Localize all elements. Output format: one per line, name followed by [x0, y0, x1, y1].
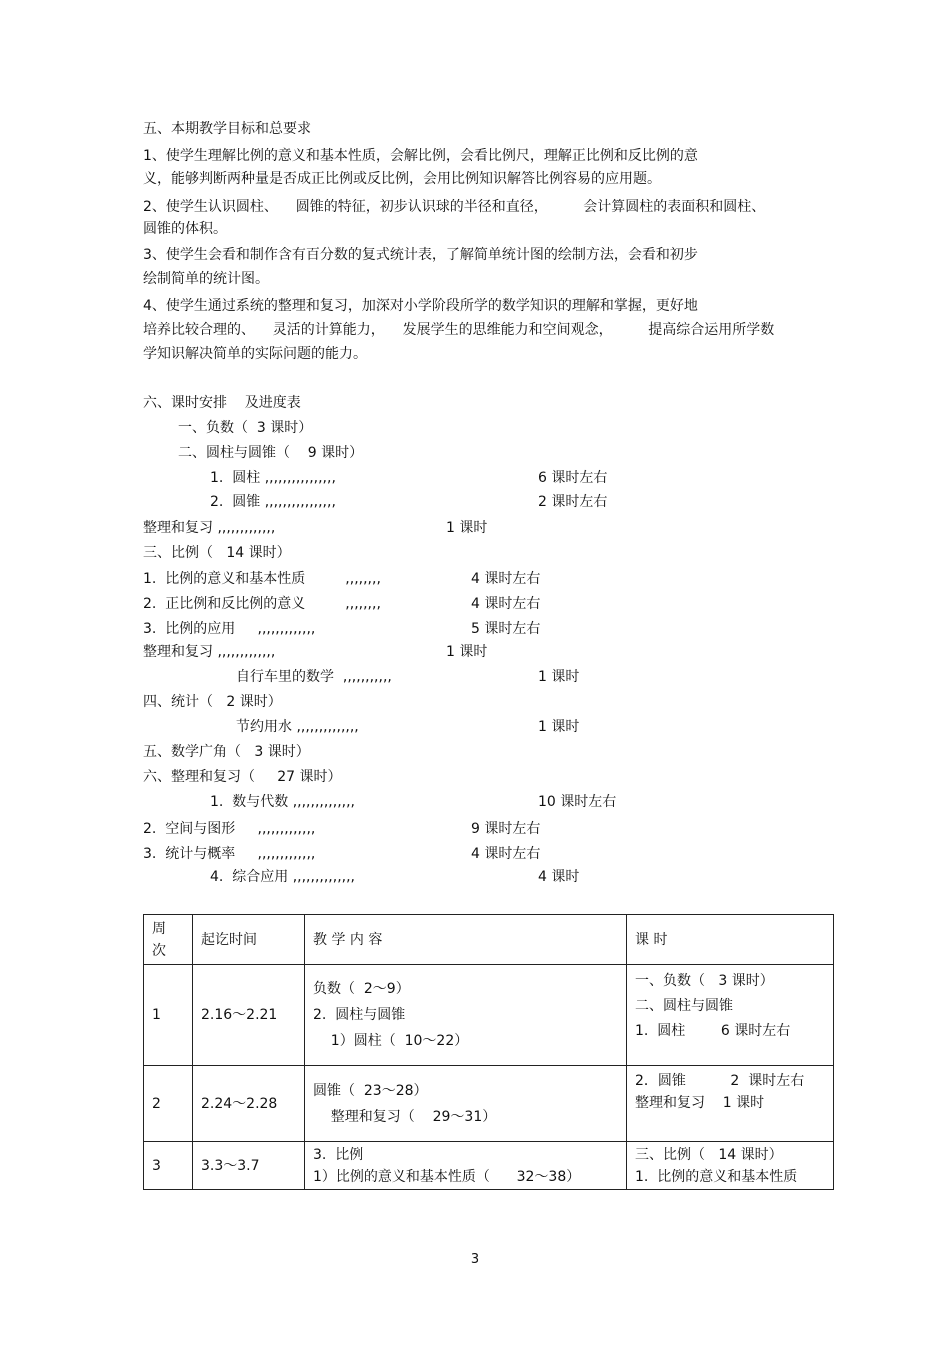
schedule-hours: 2 课时左右: [538, 494, 608, 510]
schedule-line: 节约用水 ,,,,,,,,,,,,,,: [236, 719, 359, 735]
goal-1-line-1: 1、使学生理解比例的意义和基本性质，会解比例，会看比例尺，理解正比例和反比例的意: [143, 148, 698, 164]
schedule-line: 3. 比例的应用 ,,,,,,,,,,,,,: [143, 621, 316, 637]
schedule-line: 五、数学广角（ 3 课时）: [143, 744, 310, 760]
schedule-hours: 1 课时: [538, 669, 580, 685]
cell-week: 3: [144, 1142, 193, 1190]
header-week: 周 次: [144, 915, 193, 965]
cell-dates: 3.3～3.7: [193, 1142, 305, 1190]
schedule-hours: 4 课时左右: [471, 846, 541, 862]
schedule-line: 4. 综合应用 ,,,,,,,,,,,,,,: [210, 869, 356, 885]
goal-3-line-2: 绘制简单的统计图。: [143, 271, 269, 287]
schedule-line: 整理和复习 ,,,,,,,,,,,,,: [143, 644, 276, 660]
schedule-hours: 10 课时左右: [538, 794, 617, 810]
schedule-hours: 4 课时: [538, 869, 580, 885]
schedule-line: 2. 圆锥 ,,,,,,,,,,,,,,,,: [210, 494, 336, 510]
schedule-hours: 1 课时: [538, 719, 580, 735]
schedule-hours: 1 课时: [446, 520, 488, 536]
goal-2-line-2: 圆锥的体积。: [143, 221, 227, 237]
schedule-line: 2. 空间与图形 ,,,,,,,,,,,,,: [143, 821, 316, 837]
cell-content: 圆锥（ 23～28） 整理和复习（ 29～31）: [305, 1066, 627, 1142]
schedule-hours: 9 课时左右: [471, 821, 541, 837]
schedule-line: 1. 圆柱 ,,,,,,,,,,,,,,,,: [210, 470, 336, 486]
schedule-heading: 六、课时安排 及进度表: [143, 395, 301, 411]
header-content: 教 学 内 容: [305, 915, 627, 965]
cell-dates: 2.16～2.21: [193, 965, 305, 1066]
schedule-table: [143, 914, 834, 1190]
schedule-line: 六、整理和复习（ 27 课时）: [143, 769, 342, 785]
schedule-hours: 1 课时: [446, 644, 488, 660]
schedule-line: 整理和复习 ,,,,,,,,,,,,,: [143, 520, 276, 536]
header-dates: 起讫时间: [193, 915, 305, 965]
cell-content: 负数（ 2～9） 2. 圆柱与圆锥 1）圆柱（ 10～22）: [305, 965, 627, 1066]
cell-week: 1: [144, 965, 193, 1066]
schedule-line: 四、统计（ 2 课时）: [143, 694, 282, 710]
schedule-line: 2. 正比例和反比例的意义 ,,,,,,,,: [143, 596, 381, 612]
schedule-line: 1. 比例的意义和基本性质 ,,,,,,,,: [143, 571, 381, 587]
cell-hours: 2．圆锥 2 课时左右 整理和复习 1 课时: [627, 1066, 834, 1142]
goal-3-line-1: 3、使学生会看和制作含有百分数的复式统计表，了解简单统计图的绘制方法，会看和初步: [143, 247, 698, 263]
goal-4-line-2: 培养比较合理的、 灵活的计算能力， 发展学生的思维能力和空间观念， 提高综合运用所学数: [143, 322, 775, 338]
table-row: [144, 1142, 834, 1190]
schedule-line: 3. 统计与概率 ,,,,,,,,,,,,,: [143, 846, 316, 862]
cell-content: 3. 比例 1）比例的意义和基本性质（ 32～38）: [305, 1142, 627, 1190]
cell-week: 2: [144, 1066, 193, 1142]
schedule-line: 二、圆柱与圆锥（ 9 课时）: [178, 445, 364, 461]
goal-2-line-1: 2、使学生认识圆柱、 圆锥的特征，初步认识球的半径和直径， 会计算圆柱的表面积和圆柱、: [143, 199, 766, 215]
cell-dates: 2.24～2.28: [193, 1066, 305, 1142]
goal-4-line-1: 4、使学生通过系统的整理和复习，加深对小学阶段所学的数学知识的理解和掌握，更好地: [143, 298, 698, 314]
cell-hours: 一、负数（ 3 课时） 二、圆柱与圆锥 1. 圆柱 6 课时左右: [627, 965, 834, 1066]
schedule-line: 自行车里的数学 ,,,,,,,,,,,: [236, 669, 392, 685]
header-hours: 课 时: [627, 915, 834, 965]
cell-hours: 三、比例（ 14 课时） 1. 比例的意义和基本性质: [627, 1142, 834, 1190]
schedule-hours: 5 课时左右: [471, 621, 541, 637]
schedule-line: 1. 数与代数 ,,,,,,,,,,,,,,: [210, 794, 356, 810]
page-number: 3: [470, 1252, 480, 1267]
goal-4-line-3: 学知识解决简单的实际问题的能力。: [143, 346, 367, 362]
schedule-hours: 4 课时左右: [471, 571, 541, 587]
goals-heading: 五、本期教学目标和总要求: [143, 121, 311, 137]
table-header-row: [144, 915, 834, 965]
schedule-hours: 4 课时左右: [471, 596, 541, 612]
table-row: [144, 965, 834, 1066]
table-row: [144, 1066, 834, 1142]
schedule-hours: 6 课时左右: [538, 470, 608, 486]
schedule-line: 一、负数（ 3 课时）: [178, 420, 313, 436]
schedule-line: 三、比例（ 14 课时）: [143, 545, 291, 561]
goal-1-line-2: 义，能够判断两种量是否成正比例或反比例，会用比例知识解答比例容易的应用题。: [143, 171, 661, 187]
